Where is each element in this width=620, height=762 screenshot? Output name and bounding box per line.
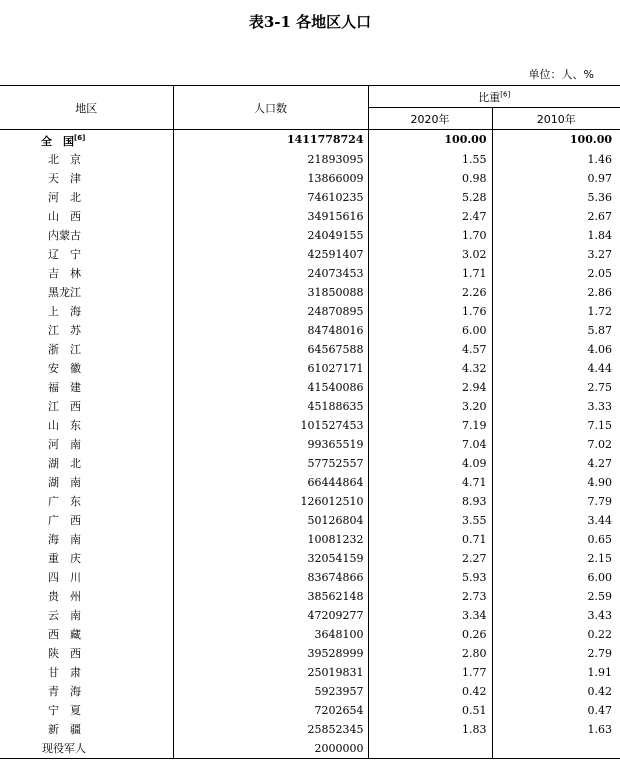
table-row xyxy=(0,492,620,511)
region-name: 山 西 xyxy=(48,209,81,223)
region-name: 宁 夏 xyxy=(48,703,81,717)
share-2020-cell: 6.00 xyxy=(368,321,492,340)
header-share-label: 比重 xyxy=(478,90,501,104)
share-2020-cell: 8.93 xyxy=(368,492,492,511)
share-2020-cell: 1.83 xyxy=(368,720,492,739)
table-row xyxy=(0,169,620,188)
region-name: 云 南 xyxy=(48,608,81,622)
region-name: 河 南 xyxy=(48,437,81,451)
table-row xyxy=(0,644,620,663)
share-2020-cell: 5.93 xyxy=(368,568,492,587)
unit-label: 单位：人、% xyxy=(528,68,594,81)
share-2010-cell: 2.05 xyxy=(492,264,620,283)
population-cell: 126012510 xyxy=(173,492,368,511)
share-2010-cell: 6.00 xyxy=(492,568,620,587)
region-cell xyxy=(0,245,173,264)
population-cell: 99365519 xyxy=(173,435,368,454)
share-2010-cell xyxy=(492,739,620,759)
population-cell: 45188635 xyxy=(173,397,368,416)
region-name: 江 西 xyxy=(48,399,81,413)
share-2010-cell: 3.43 xyxy=(492,606,620,625)
region-name: 黑龙江 xyxy=(48,285,81,299)
region-name: 全 国 xyxy=(41,134,74,148)
region-cell xyxy=(0,701,173,720)
share-2010-cell: 5.36 xyxy=(492,188,620,207)
region-cell xyxy=(0,720,173,739)
table-row xyxy=(0,397,620,416)
region-cell xyxy=(0,435,173,454)
population-cell: 10081232 xyxy=(173,530,368,549)
region-name: 吉 林 xyxy=(48,266,81,280)
share-2010-cell: 2.15 xyxy=(492,549,620,568)
population-cell: 24073453 xyxy=(173,264,368,283)
region-name: 山 东 xyxy=(48,418,81,432)
population-cell: 50126804 xyxy=(173,511,368,530)
share-2020-cell: 0.26 xyxy=(368,625,492,644)
region-cell xyxy=(0,625,173,644)
region-cell xyxy=(0,207,173,226)
population-cell: 66444864 xyxy=(173,473,368,492)
share-2020-cell: 3.20 xyxy=(368,397,492,416)
region-cell xyxy=(0,682,173,701)
share-2010-cell: 1.63 xyxy=(492,720,620,739)
population-cell: 24870895 xyxy=(173,302,368,321)
region-cell xyxy=(0,663,173,682)
region-name: 浙 江 xyxy=(48,342,81,356)
region-cell xyxy=(0,169,173,188)
table-row-total xyxy=(0,130,620,150)
share-2020-cell xyxy=(368,739,492,759)
region-name: 河 北 xyxy=(48,190,81,204)
population-cell: 5923957 xyxy=(173,682,368,701)
share-2010-cell: 3.44 xyxy=(492,511,620,530)
region-name: 陕 西 xyxy=(48,646,81,660)
table-row xyxy=(0,378,620,397)
share-2010-cell: 4.06 xyxy=(492,340,620,359)
share-2020-cell: 1.70 xyxy=(368,226,492,245)
table-row xyxy=(0,720,620,739)
share-2020-cell: 1.76 xyxy=(368,302,492,321)
table-row xyxy=(0,226,620,245)
table-row xyxy=(0,549,620,568)
share-2020-cell: 2.47 xyxy=(368,207,492,226)
region-name: 辽 宁 xyxy=(48,247,81,261)
header-region: 地区 xyxy=(0,86,173,130)
table-body xyxy=(0,130,620,759)
population-cell: 32054159 xyxy=(173,549,368,568)
table-row xyxy=(0,150,620,169)
share-2020-cell: 2.80 xyxy=(368,644,492,663)
table-row xyxy=(0,682,620,701)
share-2020-cell: 0.51 xyxy=(368,701,492,720)
region-cell xyxy=(0,340,173,359)
share-2010-cell: 0.42 xyxy=(492,682,620,701)
population-cell: 38562148 xyxy=(173,587,368,606)
population-cell: 21893095 xyxy=(173,150,368,169)
population-cell: 7202654 xyxy=(173,701,368,720)
table-row xyxy=(0,245,620,264)
share-2010-cell: 7.79 xyxy=(492,492,620,511)
share-2020-cell: 2.26 xyxy=(368,283,492,302)
share-2010-cell: 4.27 xyxy=(492,454,620,473)
population-cell: 25019831 xyxy=(173,663,368,682)
share-2020-cell: 1.77 xyxy=(368,663,492,682)
table-row xyxy=(0,511,620,530)
share-2020-cell: 0.71 xyxy=(368,530,492,549)
region-cell xyxy=(0,511,173,530)
population-table xyxy=(0,85,620,759)
table-row xyxy=(0,435,620,454)
region-name: 重 庆 xyxy=(48,551,81,565)
population-cell: 31850088 xyxy=(173,283,368,302)
region-cell xyxy=(0,130,173,150)
population-cell: 57752557 xyxy=(173,454,368,473)
table-row xyxy=(0,587,620,606)
region-cell xyxy=(0,302,173,321)
region-name: 现役军人 xyxy=(42,741,86,755)
table-row xyxy=(0,625,620,644)
share-2010-cell: 1.91 xyxy=(492,663,620,682)
table-row xyxy=(0,359,620,378)
region-name: 甘 肃 xyxy=(48,665,81,679)
share-2020-cell: 4.57 xyxy=(368,340,492,359)
share-2020-cell: 3.02 xyxy=(368,245,492,264)
table-row xyxy=(0,568,620,587)
population-cell: 2000000 xyxy=(173,739,368,759)
share-2010-cell: 3.27 xyxy=(492,245,620,264)
region-cell xyxy=(0,416,173,435)
region-cell xyxy=(0,549,173,568)
region-name: 海 南 xyxy=(48,532,81,546)
table-row xyxy=(0,264,620,283)
table-row xyxy=(0,663,620,682)
population-cell: 64567588 xyxy=(173,340,368,359)
header-share xyxy=(368,86,620,108)
table-row xyxy=(0,283,620,302)
header-2010: 2010年 xyxy=(492,108,620,130)
share-2010-cell: 5.87 xyxy=(492,321,620,340)
population-cell: 34915616 xyxy=(173,207,368,226)
region-name: 青 海 xyxy=(48,684,81,698)
region-name: 江 苏 xyxy=(48,323,81,337)
share-2010-cell: 2.67 xyxy=(492,207,620,226)
share-2010-cell: 1.72 xyxy=(492,302,620,321)
table-row xyxy=(0,530,620,549)
population-cell: 47209277 xyxy=(173,606,368,625)
table-row xyxy=(0,739,620,759)
table-row xyxy=(0,188,620,207)
population-cell: 83674866 xyxy=(173,568,368,587)
region-cell xyxy=(0,454,173,473)
region-name: 新 疆 xyxy=(48,722,81,736)
region-name: 湖 南 xyxy=(48,475,81,489)
region-name: 安 徽 xyxy=(48,361,81,375)
share-2010-cell: 0.22 xyxy=(492,625,620,644)
table-row xyxy=(0,606,620,625)
header-2020: 2020年 xyxy=(368,108,492,130)
population-cell: 39528999 xyxy=(173,644,368,663)
share-2010-cell: 2.79 xyxy=(492,644,620,663)
region-cell xyxy=(0,359,173,378)
share-2020-cell: 2.94 xyxy=(368,378,492,397)
table-header xyxy=(0,86,620,130)
share-2010-cell: 2.86 xyxy=(492,283,620,302)
share-2010-cell: 3.33 xyxy=(492,397,620,416)
region-cell xyxy=(0,530,173,549)
population-cell: 74610235 xyxy=(173,188,368,207)
share-2020-cell: 2.27 xyxy=(368,549,492,568)
table-row xyxy=(0,302,620,321)
region-cell xyxy=(0,321,173,340)
region-name: 广 东 xyxy=(48,494,81,508)
share-2020-cell: 4.09 xyxy=(368,454,492,473)
region-note: [6] xyxy=(74,134,86,142)
region-name: 湖 北 xyxy=(48,456,81,470)
region-cell xyxy=(0,397,173,416)
population-cell: 24049155 xyxy=(173,226,368,245)
region-name: 四 川 xyxy=(48,570,81,584)
population-cell: 41540086 xyxy=(173,378,368,397)
share-2020-cell: 4.32 xyxy=(368,359,492,378)
population-cell: 3648100 xyxy=(173,625,368,644)
region-cell xyxy=(0,378,173,397)
share-2020-cell: 1.55 xyxy=(368,150,492,169)
header-share-note: [6] xyxy=(500,89,511,98)
table-row xyxy=(0,473,620,492)
table-row xyxy=(0,207,620,226)
population-cell: 84748016 xyxy=(173,321,368,340)
table-row xyxy=(0,416,620,435)
region-name: 贵 州 xyxy=(48,589,81,603)
table-row xyxy=(0,701,620,720)
share-2020-cell: 3.34 xyxy=(368,606,492,625)
region-cell xyxy=(0,644,173,663)
region-cell xyxy=(0,606,173,625)
region-cell xyxy=(0,283,173,302)
region-name: 内蒙古 xyxy=(48,228,81,242)
region-name: 上 海 xyxy=(48,304,81,318)
share-2010-cell: 2.59 xyxy=(492,587,620,606)
population-cell: 61027171 xyxy=(173,359,368,378)
region-cell xyxy=(0,568,173,587)
share-2020-cell: 0.42 xyxy=(368,682,492,701)
region-cell xyxy=(0,226,173,245)
share-2020-cell: 7.19 xyxy=(368,416,492,435)
region-cell xyxy=(0,188,173,207)
share-2010-cell: 1.46 xyxy=(492,150,620,169)
header-population: 人口数 xyxy=(173,86,368,130)
population-cell: 42591407 xyxy=(173,245,368,264)
share-2020-cell: 7.04 xyxy=(368,435,492,454)
share-2010-cell: 4.44 xyxy=(492,359,620,378)
region-cell xyxy=(0,473,173,492)
population-cell: 13866009 xyxy=(173,169,368,188)
share-2020-cell: 3.55 xyxy=(368,511,492,530)
region-cell xyxy=(0,264,173,283)
share-2010-cell: 0.47 xyxy=(492,701,620,720)
share-2020-cell: 100.00 xyxy=(368,130,492,150)
region-cell xyxy=(0,587,173,606)
region-cell xyxy=(0,492,173,511)
region-name: 西 藏 xyxy=(48,627,81,641)
population-cell: 1411778724 xyxy=(173,130,368,150)
share-2010-cell: 7.02 xyxy=(492,435,620,454)
share-2020-cell: 0.98 xyxy=(368,169,492,188)
share-2010-cell: 4.90 xyxy=(492,473,620,492)
region-name: 广 西 xyxy=(48,513,81,527)
region-name: 天 津 xyxy=(48,171,81,185)
share-2020-cell: 4.71 xyxy=(368,473,492,492)
share-2010-cell: 0.65 xyxy=(492,530,620,549)
population-cell: 101527453 xyxy=(173,416,368,435)
population-cell: 25852345 xyxy=(173,720,368,739)
region-name: 北 京 xyxy=(48,152,81,166)
share-2020-cell: 2.73 xyxy=(368,587,492,606)
share-2010-cell: 0.97 xyxy=(492,169,620,188)
share-2010-cell: 100.00 xyxy=(492,130,620,150)
page-title: 表3-1 各地区人口 xyxy=(248,13,372,31)
region-name: 福 建 xyxy=(48,380,81,394)
region-cell xyxy=(0,739,173,759)
share-2010-cell: 1.84 xyxy=(492,226,620,245)
table-row xyxy=(0,321,620,340)
region-cell xyxy=(0,150,173,169)
share-2020-cell: 1.71 xyxy=(368,264,492,283)
table-row xyxy=(0,454,620,473)
table-row xyxy=(0,340,620,359)
share-2020-cell: 5.28 xyxy=(368,188,492,207)
share-2010-cell: 2.75 xyxy=(492,378,620,397)
share-2010-cell: 7.15 xyxy=(492,416,620,435)
